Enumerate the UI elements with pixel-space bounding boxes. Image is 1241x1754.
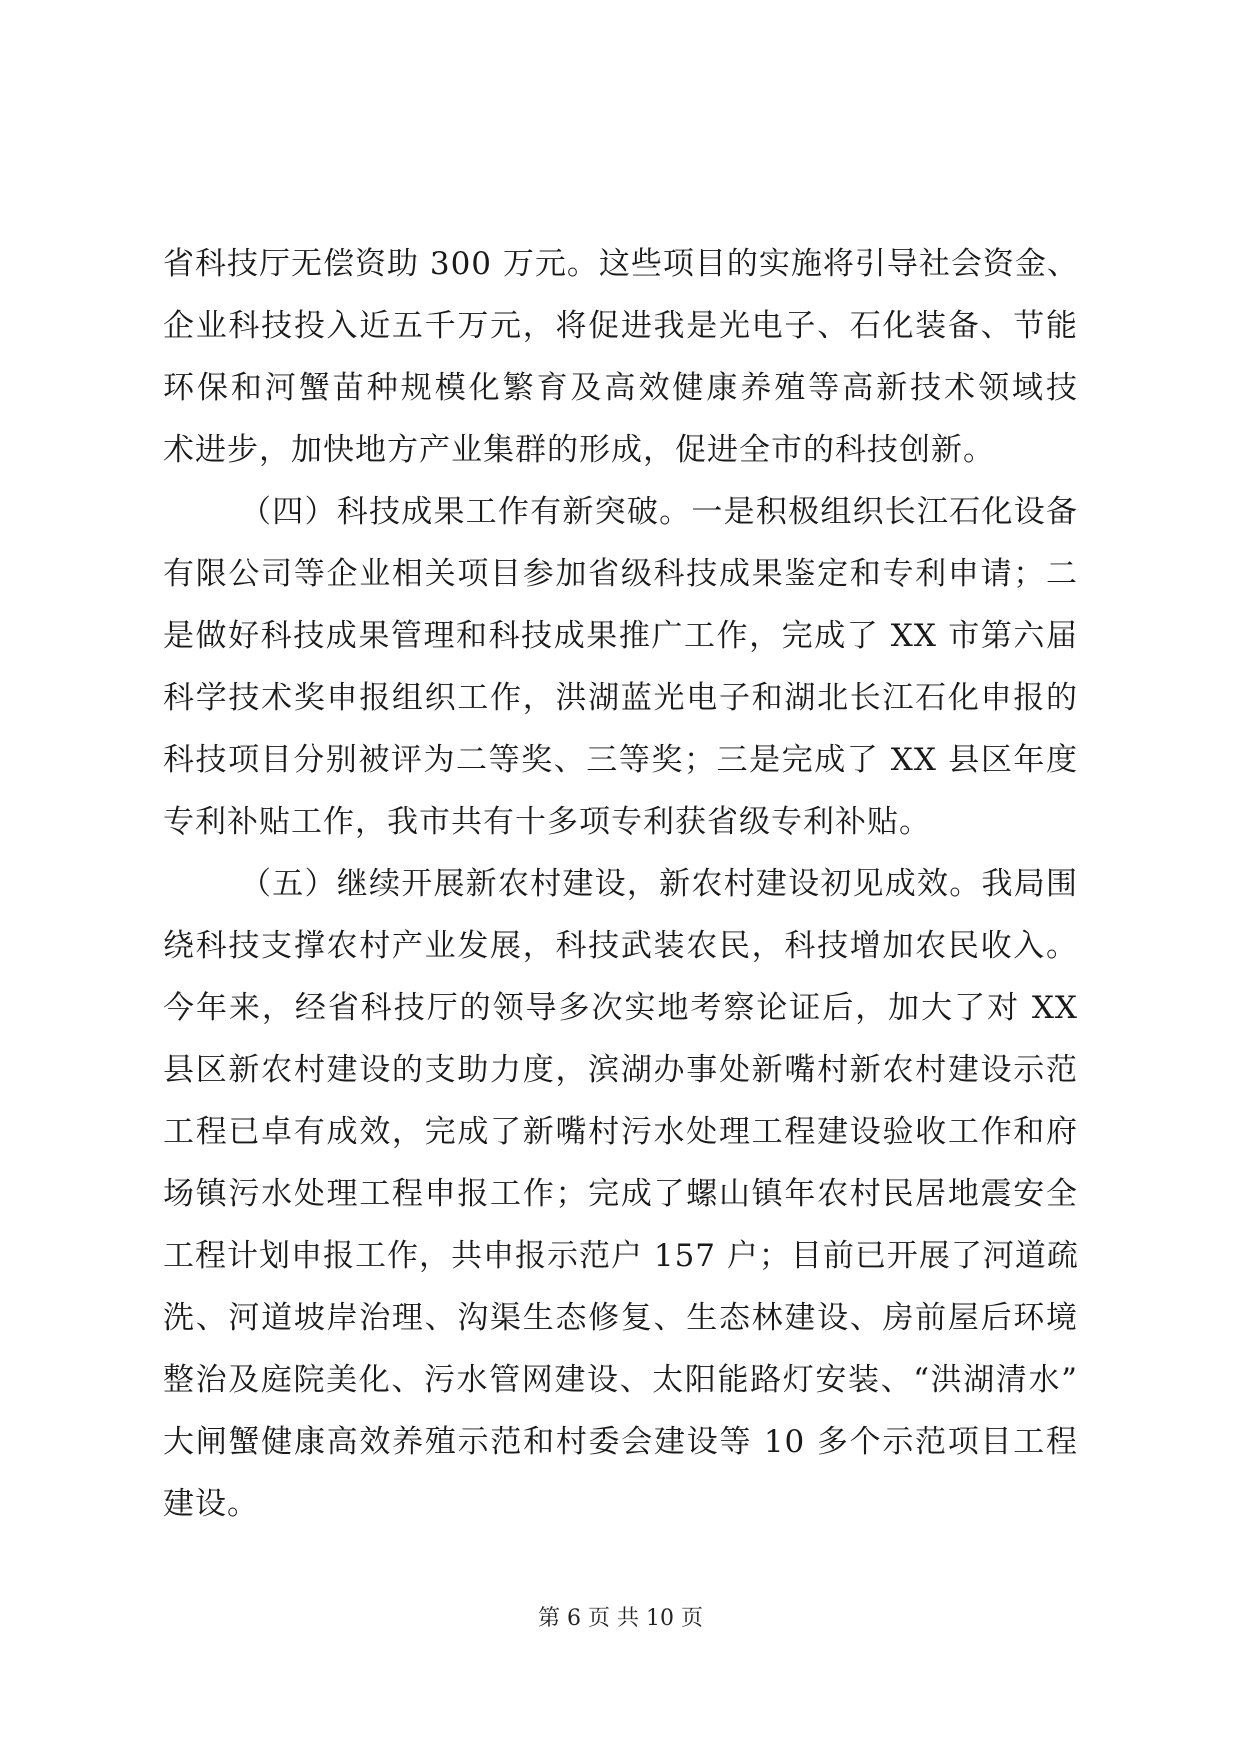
- text-line: 有限公司等企业相关项目参加省级科技成果鉴定和专利申请；二: [163, 556, 1078, 592]
- body-text: [163, 233, 1078, 1535]
- paragraph-5-start: （五）继续开展新农村建设，新农村建设初见成效。我局围: [240, 866, 1078, 902]
- text-line: 大闸蟹健康高效养殖示范和村委会建设等 10 多个示范项目工程: [163, 1424, 1078, 1460]
- text-line: 建设。: [163, 1486, 259, 1522]
- text-line: 省科技厅无偿资助 300 万元。这些项目的实施将引导社会资金、: [163, 246, 1079, 282]
- text-line: 术进步，加快地方产业集群的形成，促进全市的科技创新。: [163, 432, 995, 468]
- paragraph-4-start: （四）科技成果工作有新突破。一是积极组织长江石化设备: [240, 494, 1078, 530]
- text-line: 洗、河道坡岸治理、沟渠生态修复、生态林建设、房前屋后环境: [163, 1300, 1078, 1336]
- text-line: 科学技术奖申报组织工作，洪湖蓝光电子和湖北长江石化申报的: [163, 680, 1078, 716]
- text-line: 专利补贴工作，我市共有十多项专利获省级专利补贴。: [163, 804, 931, 840]
- text-line: 科技项目分别被评为二等奖、三等奖；三是完成了 XX 县区年度: [163, 742, 1078, 778]
- text-line: 工程计划申报工作，共申报示范户 157 户；目前已开展了河道疏: [163, 1238, 1079, 1274]
- text-line: 环保和河蟹苗种规模化繁育及高效健康养殖等高新技术领域技: [163, 370, 1078, 406]
- text-line: 县区新农村建设的支助力度，滨湖办事处新嘴村新农村建设示范: [163, 1052, 1078, 1088]
- text-line: 是做好科技成果管理和科技成果推广工作，完成了 XX 市第六届: [163, 618, 1078, 654]
- text-line: 场镇污水处理工程申报工作；完成了螺山镇年农村民居地震安全: [163, 1176, 1078, 1212]
- text-line: 整治及庭院美化、污水管网建设、太阳能路灯安装、“洪湖清水”: [163, 1362, 1078, 1398]
- text-line: 工程已卓有成效，完成了新嘴村污水处理工程建设验收工作和府: [163, 1114, 1078, 1150]
- text-line: 绕科技支撑农村产业发展，科技武装农民，科技增加农民收入。: [163, 928, 1078, 964]
- text-line: 企业科技投入近五千万元，将促进我是光电子、石化装备、节能: [163, 308, 1078, 344]
- page-number-footer: 第 6 页 共 10 页: [538, 1606, 703, 1631]
- text-line: 今年来，经省科技厅的领导多次实地考察论证后，加大了对 XX: [163, 990, 1078, 1026]
